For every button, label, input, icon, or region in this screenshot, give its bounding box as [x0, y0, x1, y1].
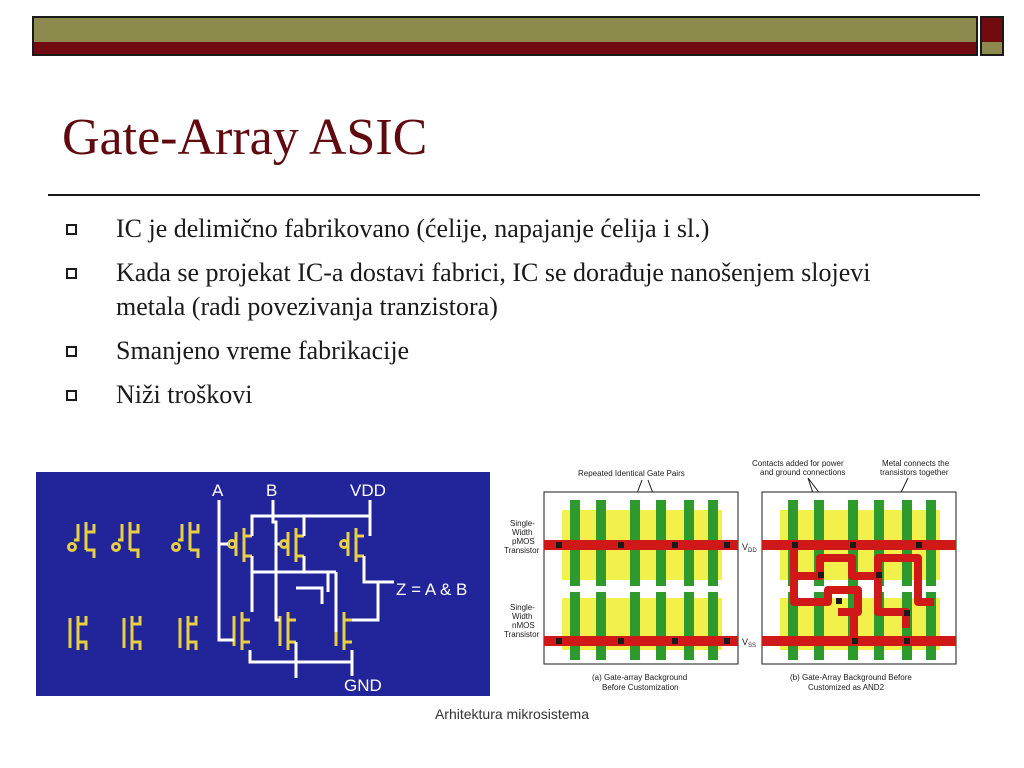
corner-maroon-band — [982, 18, 1002, 44]
contact — [724, 638, 730, 644]
output-label: Z = A & B — [396, 580, 468, 599]
slide-footer: Arhitektura mikrosistema — [434, 706, 590, 722]
vdd-rail-label: $V_{DD}$ — [742, 542, 757, 554]
nmos-label-line3: nMOS — [512, 621, 535, 630]
bullet-list — [64, 212, 944, 422]
title-underline — [48, 194, 980, 196]
contact — [792, 542, 798, 548]
poly-gate — [684, 592, 694, 660]
poly-gate — [596, 592, 606, 660]
caption-a-line1: (a) Gate-array Background — [592, 673, 688, 682]
callout-repeated-gate-pairs: Repeated Identical Gate Pairs — [578, 469, 685, 478]
top-bar-olive-band — [34, 18, 976, 44]
bullet-text: IC je delimično fabrikovano (ćelije, napajanje ćelija i sl.) — [116, 214, 710, 243]
caption-b-line2: Customized as AND2 — [808, 683, 885, 692]
poly-gate — [708, 592, 718, 660]
callout-contacts-line2: and ground connections — [760, 468, 846, 477]
vss-rail-a — [544, 636, 738, 646]
contact — [850, 542, 856, 548]
input-b-label: B — [266, 481, 278, 500]
poly-gate — [630, 592, 640, 660]
square-bullet-icon — [66, 346, 77, 357]
contact — [556, 542, 562, 548]
square-bullet-icon — [66, 224, 77, 235]
bullet-item — [64, 256, 944, 324]
contact — [818, 572, 824, 578]
panel-a-background — [544, 492, 738, 664]
contact — [618, 542, 624, 548]
square-bullet-icon — [66, 268, 77, 279]
pmos-label-line1: Single- — [510, 519, 535, 528]
caption-a-line2: Before Customization — [602, 683, 679, 692]
panel-b-background — [762, 492, 956, 664]
square-bullet-icon — [66, 390, 77, 401]
top-decor-bar — [32, 16, 978, 56]
bullet-item — [64, 378, 944, 412]
contact — [916, 542, 922, 548]
pmos-label-line4: Transistor — [504, 546, 540, 555]
contact — [724, 542, 730, 548]
pmos-label-line2: Width — [512, 528, 533, 537]
contact — [876, 572, 882, 578]
top-bar-maroon-band — [34, 42, 976, 54]
bullet-text: Niži troškovi — [116, 380, 253, 409]
callout-metal-line1: Metal connects the — [882, 459, 950, 468]
contact — [672, 638, 678, 644]
contact — [836, 598, 842, 604]
contact — [556, 638, 562, 644]
vss-rail-b — [762, 636, 956, 646]
caption-b-line1: (b) Gate-Array Background Before — [790, 673, 912, 682]
vdd-rail-b — [762, 540, 956, 550]
contact — [852, 638, 858, 644]
bullet-text: Smanjeno vreme fabrikacije — [116, 336, 410, 365]
vdd-rail-a — [544, 540, 738, 550]
poly-gate — [656, 592, 666, 660]
callout-contacts-line1: Contacts added for power — [752, 459, 844, 468]
corner-olive-band — [982, 42, 1002, 54]
pmos-label-line3: pMOS — [512, 537, 535, 546]
and-gate-circuit-diagram — [36, 472, 490, 696]
input-a-label: A — [212, 481, 224, 500]
bullet-item — [64, 334, 944, 368]
vdd-label: VDD — [350, 481, 386, 500]
bullet-text: Kada se projekat IC-a dostavi fabrici, IC se dorađuje nanošenjem slojevi metala (radi povezivanja tranzistora) — [116, 258, 871, 321]
contact — [904, 638, 910, 644]
bullet-item — [64, 212, 944, 246]
nmos-label-line4: Transistor — [504, 630, 540, 639]
gnd-label: GND — [344, 676, 382, 695]
nmos-label-line2: Width — [512, 612, 533, 621]
gate-array-layout-figure — [498, 452, 988, 700]
vss-rail-label: $V_{SS}$ — [742, 637, 757, 649]
nmos-label-line1: Single- — [510, 603, 535, 612]
poly-gate — [570, 592, 580, 660]
contact — [618, 638, 624, 644]
top-corner-square — [980, 16, 1004, 56]
callout-metal-line2: transistors together — [880, 468, 949, 477]
slide-title: Gate-Array ASIC — [62, 109, 428, 166]
contact — [904, 610, 910, 616]
contact — [672, 542, 678, 548]
